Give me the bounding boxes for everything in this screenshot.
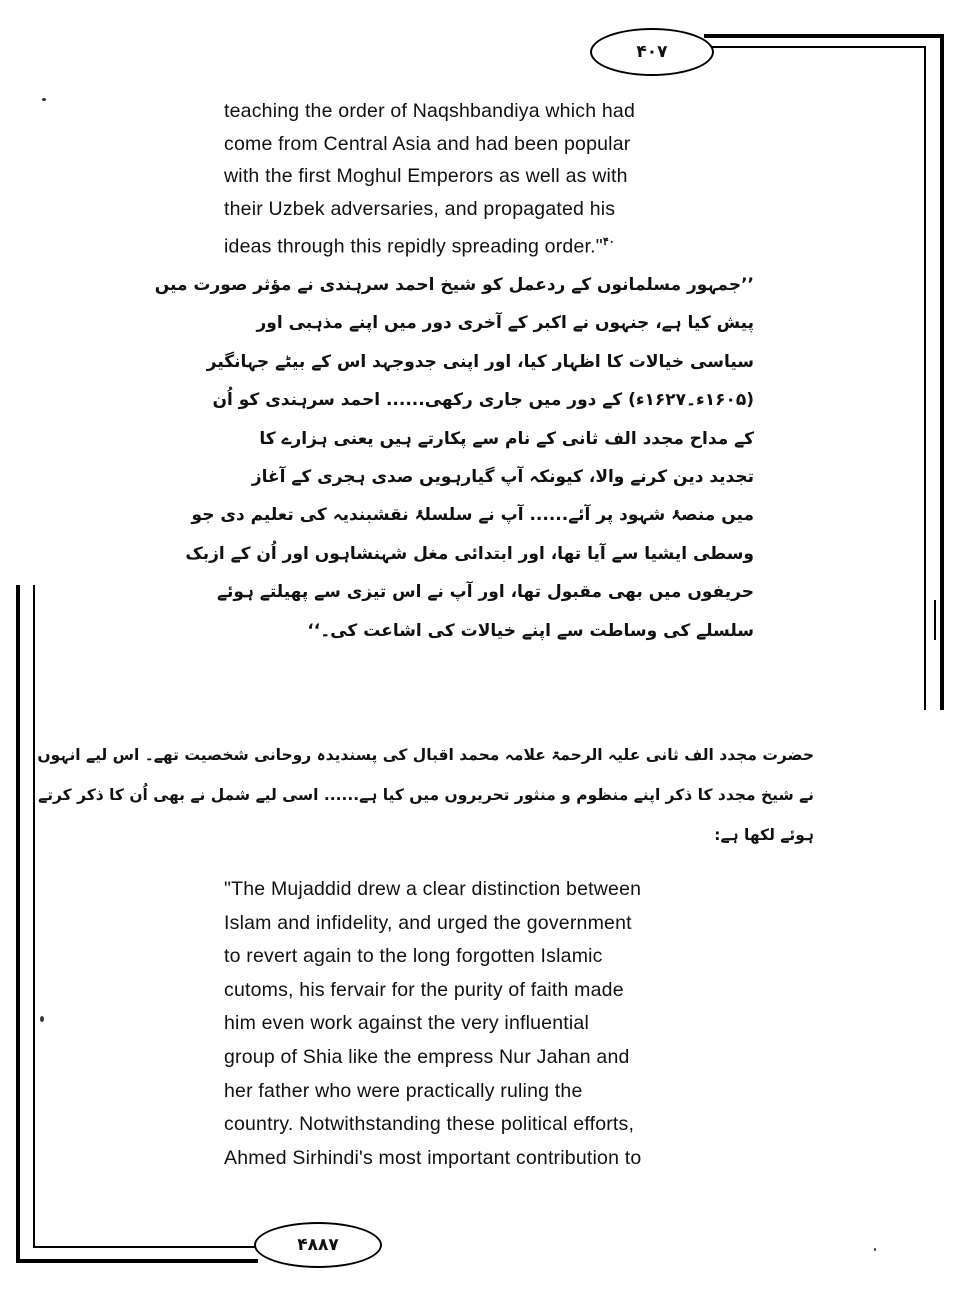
frame-top-rule-inner <box>704 46 926 48</box>
urdu-paragraph <box>37 735 814 855</box>
page-number-top-text: ۴۰۷ <box>636 42 668 62</box>
text-line: "The Mujaddid drew a clear distinction between <box>224 878 642 900</box>
text-line: تجدید دین کرنے والا، کیونکہ آپ گیارہویں صدی ہجری کے آغاز <box>251 467 754 488</box>
page-number-bottom <box>254 1222 382 1268</box>
text-line-content: ideas through this repidly spreading order." <box>224 235 603 258</box>
frame-right-rule-mid <box>934 600 936 640</box>
text-line: (۱۶۰۵ء۔۱۶۲۷ء) کے دور میں جاری رکھی...... احمد سرہندی کو اُن <box>212 390 754 411</box>
text-line: with the first Moghul Emperors as well as with <box>224 165 628 188</box>
text-line: میں منصۂ شہود پر آئے...... آپ نے سلسلۂ نقشبندیہ کی تعلیم دی جو <box>191 505 754 526</box>
text-line: حریفوں میں بھی مقبول تھا، اور آپ نے اس تیزی سے پھیلتے ہوئے <box>217 582 754 603</box>
frame-right-rule-outer <box>940 34 944 710</box>
scan-speck <box>874 1248 876 1251</box>
page-number-bottom-text: ۴۸۸۷ <box>297 1235 339 1255</box>
text-line: her father who were practically ruling the <box>224 1079 583 1102</box>
english-quote-2 <box>224 873 742 1175</box>
text-line: نے شیخ مجدد کا ذکر اپنے منظوم و منثور تحریروں میں کیا ہے...... اسی لیے شمل نے بھی اُن کا ذکر کرتے <box>38 786 814 804</box>
text-line: group of Shia like the empress Nur Jahan and <box>224 1045 630 1068</box>
frame-right-rule-inner <box>924 46 926 710</box>
text-line <box>224 226 742 263</box>
text-line: Islam and infidelity, and urged the government <box>224 911 632 934</box>
frame-top-rule-outer <box>704 34 944 38</box>
text-line: ’’جمہور مسلمانوں کے ردعمل کو شیخ احمد سرہندی نے مؤثر صورت میں <box>154 275 754 295</box>
frame-left-rule-outer <box>16 585 20 1263</box>
scan-speck <box>42 98 46 101</box>
text-line: Ahmed Sirhindi's most important contribution to <box>224 1146 642 1169</box>
text-line: him even work against the very influential <box>224 1012 589 1035</box>
frame-left-rule-inner <box>33 585 35 1248</box>
text-line: حضرت مجدد الف ثانی علیہ الرحمۃ علامہ محمد اقبال کی پسندیدہ روحانی شخصیت تھے۔ اس لیے انہوں <box>37 746 814 764</box>
english-quote-1 <box>224 95 742 263</box>
frame-bottom-rule-outer <box>16 1259 258 1263</box>
page-number-top <box>590 28 714 76</box>
text-line: to revert again to the long forgotten Islamic <box>224 945 603 968</box>
footnote-marker: ۴۰ <box>602 235 615 248</box>
urdu-quote <box>154 266 754 650</box>
text-line: teaching the order of Naqshbandiya which had <box>224 100 635 122</box>
frame-bottom-rule-inner <box>33 1246 258 1248</box>
text-line: سلسلے کی وساطت سے اپنے خیالات کی اشاعت کی۔‘‘ <box>307 620 754 641</box>
text-line: ہوئے لکھا ہے: <box>714 826 814 844</box>
text-line: وسطی ایشیا سے آیا تھا، اور ابتدائی مغل شہنشاہوں اور اُن کے ازبک <box>185 543 754 564</box>
text-line: سیاسی خیالات کا اظہار کیا، اور اپنی جدوجہد اس کے بیٹے جہانگیر <box>206 351 754 372</box>
text-line: come from Central Asia and had been popular <box>224 132 631 155</box>
text-line: کے مداح مجدد الف ثانی کے نام سے پکارتے ہیں یعنی ہزارے کا <box>259 428 754 449</box>
text-line: country. Notwithstanding these political efforts, <box>224 1113 635 1136</box>
text-line: their Uzbek adversaries, and propagated his <box>224 198 616 221</box>
scan-speck <box>40 1016 44 1022</box>
text-line: پیش کیا ہے، جنہوں نے اکبر کے آخری دور میں اپنے مذہبی اور <box>256 313 754 334</box>
text-line: cutoms, his fervair for the purity of faith made <box>224 978 624 1001</box>
